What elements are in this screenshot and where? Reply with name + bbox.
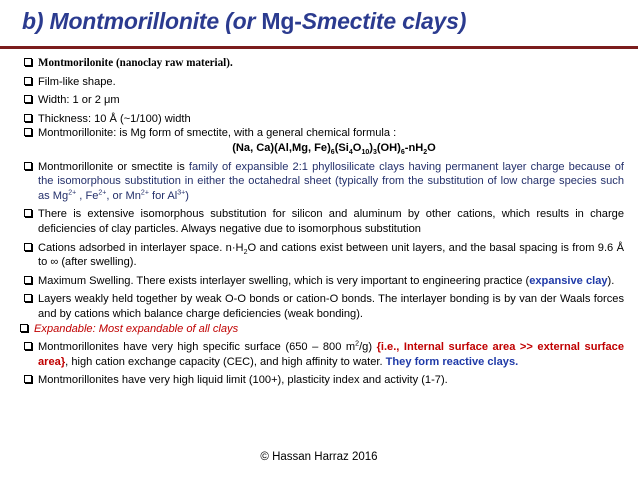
checkbox-bullet-icon [24,209,32,217]
title-underline [0,46,638,49]
list-item: Montmorillonite: is Mg form of smectite, with a general chemical formula : [24,126,624,141]
list-item: Expandable: Most expandable of all clays [24,322,624,337]
checkbox-bullet-icon [24,58,32,66]
checkbox-bullet-icon [24,95,32,103]
checkbox-bullet-icon [24,77,32,85]
list-item: There is extensive isomorphous substitution for silicon and aluminum by other cations, which results in charge deficiencies of clay particles. Always negative due to isomorphous substitution [24,207,624,236]
list-item: Montmorillonites have very high specific surface (650 – 800 $m^2/g$) {i.e., Internal surface area >> external surface area}, high cation exchange capacity (CEC), and high affinity to water. They form reactive clays. [24,340,624,369]
checkbox-bullet-icon [20,324,28,332]
checkbox-bullet-icon [24,375,32,383]
bullet-list [24,56,624,392]
list-item: Montmorilonite (nanoclay raw material). [24,56,624,71]
list-item: Maximum Swelling. There exists interlayer swelling, which is very important to engineering practice (expansive clay). [24,274,624,289]
slide-title: b) Montmorillonite (or Mg-Smectite clays) [22,8,467,34]
checkbox-bullet-icon [24,114,32,122]
checkbox-bullet-icon [24,276,32,284]
list-item: Montmorillonite or smectite is family of expansible 2:1 phyllosilicate clays having permanent layer charge because of the isomorphous substitution in either the octahedral sheet (typically from the substitution of low charge species such as $Mg^{2+}$ , $Fe^{2+}$, or $Mn^{2+}$ for $Al^{3+}$) [24,160,624,204]
list-item: Montmorillonites have very high liquid limit (100+), plasticity index and activity (1-7). [24,373,624,388]
list-item: Thickness: 10 Å (~1/100) width [24,112,624,127]
checkbox-bullet-icon [24,342,32,350]
checkbox-bullet-icon [24,128,32,136]
list-item: Layers weakly held together by weak O-O bonds or cation-O bonds. The interlayer bonding is by van der Waals forces and by cations which balance charge deficiencies (weak bonding). [24,292,624,321]
copyright-footer: © Hassan Harraz 2016 [260,451,378,463]
chemical-formula: (Na, Ca)(Al,Mg, $Fe)_6(Si_4O_{10})_3(OH)_6-nH_2O$ [232,141,436,157]
checkbox-bullet-icon [24,162,32,170]
checkbox-bullet-icon [24,294,32,302]
checkbox-bullet-icon [24,243,32,251]
list-item: Film-like shape. [24,75,624,90]
list-item: Cations adsorbed in interlayer space. $n\cdot H_2O$ and cations exist between unit layers, and the basal spacing is from 9.6 Å to ∞ (after swelling). [24,241,624,270]
list-item: Width: 1 or 2 μm [24,93,624,108]
